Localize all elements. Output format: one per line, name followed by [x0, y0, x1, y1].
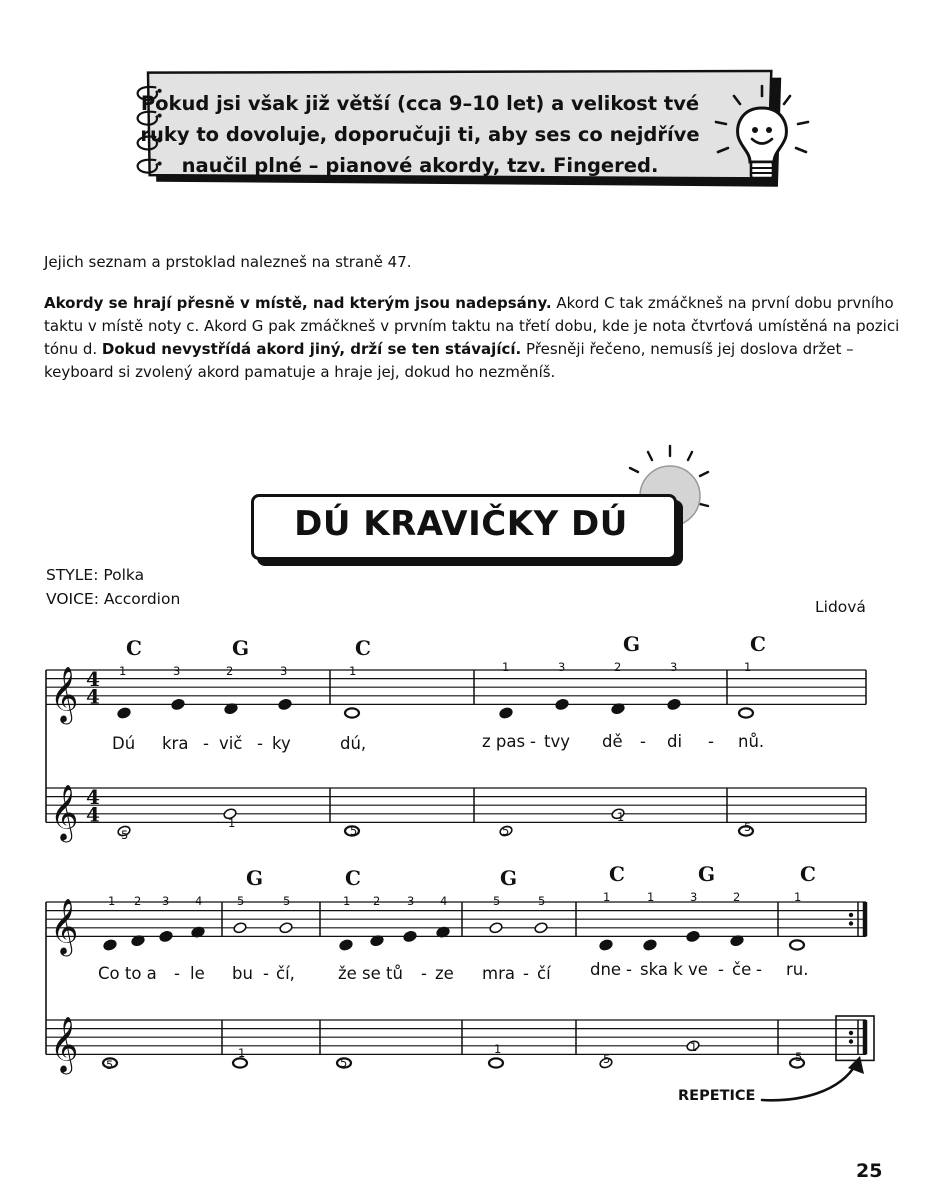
- repeat-dot: [849, 913, 853, 917]
- note-head: [278, 698, 292, 710]
- finger-number: 2: [614, 660, 622, 674]
- lyric: z pas: [482, 732, 526, 751]
- finger-number: 5: [237, 894, 245, 908]
- finger-number: 1: [617, 810, 625, 824]
- finger-number: 1: [343, 894, 351, 908]
- chord-symbol: G: [246, 866, 264, 890]
- treble-clef-icon: 𝄞: [50, 898, 79, 955]
- finger-number: 5: [744, 820, 752, 834]
- note-head: [599, 939, 613, 951]
- lyric: -: [718, 960, 724, 979]
- lyric: vič: [219, 734, 243, 753]
- text-part-2: Přesněji řečeno, nemusíš jej doslova držet – keyboard si zvolený akord pamatuje a hraje jej, dokud ho nezměníš.: [44, 340, 854, 381]
- time-signature-bottom: 4: [86, 684, 100, 709]
- time-signature-top: 4: [86, 785, 100, 810]
- lyric: ru.: [786, 960, 809, 979]
- finger-number: 1: [794, 890, 802, 904]
- finger-number: 1: [744, 660, 752, 674]
- finger-number: 2: [134, 894, 142, 908]
- text-part-1: Akord C tak zmáčkneš na první dobu prvního taktu v místě noty c. Akord G pak zmáčkneš v prvním taktu na třetí dobu, kde je nota čtvrťová umístěná na pozici tónu d.: [44, 294, 900, 358]
- lyric: -: [523, 964, 529, 983]
- lyric: -: [756, 960, 762, 979]
- note-head: [534, 922, 548, 934]
- finger-number: 1: [502, 660, 510, 674]
- note-head: [790, 940, 804, 949]
- style-label: STYLE: Polka: [46, 566, 145, 584]
- lyric: -: [626, 960, 632, 979]
- chord-symbol: C: [800, 862, 816, 886]
- note-head: [117, 707, 131, 719]
- lyric: Dú: [112, 734, 136, 753]
- note-head: [489, 1058, 503, 1067]
- chord-symbol: C: [750, 632, 766, 656]
- lyric: -: [263, 964, 269, 983]
- finger-number: 3: [407, 894, 415, 908]
- bold-rule-2: Dokud nevystřídá akord jiný, drží se ten stávající.: [101, 340, 522, 358]
- treble-clef-icon: 𝄞: [50, 784, 79, 841]
- note-head: [643, 939, 657, 951]
- finger-number: 3: [280, 664, 288, 678]
- note-head: [171, 698, 185, 710]
- finger-number: 5: [603, 1052, 611, 1066]
- lyric: -: [174, 964, 180, 983]
- finger-number: 2: [733, 890, 741, 904]
- note-head: [233, 922, 247, 934]
- repeat-dot: [849, 921, 853, 925]
- voice-label: VOICE: Accordion: [46, 590, 181, 608]
- chord-symbol: G: [500, 866, 518, 890]
- lyric: ska k ve: [640, 960, 708, 979]
- note-head: [667, 698, 681, 710]
- reference-paragraph: Jejich seznam a prstoklad nalezneš na straně 47.: [44, 253, 412, 271]
- lyric: bu: [232, 964, 253, 983]
- tip-line-3: naučil plné – pianové akordy, tzv. Fingered.: [181, 154, 659, 177]
- finger-number: 4: [195, 894, 203, 908]
- lyric: že se tů: [338, 964, 403, 983]
- lyric: mra: [482, 964, 515, 983]
- lyric: dne: [590, 960, 622, 979]
- lyric: čí,: [276, 964, 295, 983]
- finger-number: 1: [349, 664, 357, 678]
- finger-number: 1: [603, 890, 611, 904]
- finger-number: 5: [538, 894, 546, 908]
- lyric: tvy: [544, 732, 570, 751]
- finger-number: 1: [494, 1042, 502, 1056]
- lyric: -: [708, 732, 714, 751]
- composer-label: Lidová: [815, 598, 866, 616]
- note-head: [339, 939, 353, 951]
- finger-number: 5: [340, 1056, 348, 1070]
- finger-number: 5: [350, 824, 358, 838]
- finger-number: 3: [162, 894, 170, 908]
- note-head: [159, 930, 173, 942]
- note-head: [279, 922, 293, 934]
- finger-number: 1: [228, 816, 236, 830]
- lyric: dú,: [340, 734, 367, 753]
- tip-line-2: ruky to dovoluje, doporučuji ti, aby ses co nejdříve: [140, 123, 700, 146]
- finger-number: 1: [647, 890, 655, 904]
- lyric: di: [667, 732, 683, 751]
- finger-number: 5: [493, 894, 501, 908]
- finger-number: 1: [690, 1040, 698, 1054]
- treble-clef-icon: 𝄞: [50, 1016, 79, 1073]
- treble-clef-icon: 𝄞: [50, 666, 79, 723]
- lyric: dě: [602, 732, 623, 751]
- lyric: kra: [162, 734, 189, 753]
- chord-symbol: C: [609, 862, 625, 886]
- lyric: -: [203, 734, 209, 753]
- tip-line-1: Pokud jsi však již větší (cca 9–10 let) a velikost tvé: [140, 92, 700, 115]
- repeat-label: REPETICE: [678, 1088, 756, 1104]
- chord-symbol: C: [355, 636, 371, 660]
- lyric: ky: [272, 734, 291, 753]
- chord-symbol: C: [126, 636, 142, 660]
- finger-number: 5: [502, 824, 510, 838]
- finger-number: 2: [226, 664, 234, 678]
- chord-symbol: C: [345, 866, 361, 890]
- time-signature-top: 4: [86, 667, 100, 692]
- repeat-dot: [849, 1039, 853, 1043]
- lyric: le: [190, 964, 205, 983]
- finger-number: 1: [238, 1046, 246, 1060]
- note-head: [499, 707, 513, 719]
- lyric: -: [640, 732, 646, 751]
- lyric: čí: [537, 964, 551, 983]
- finger-number: 4: [440, 894, 448, 908]
- repeat-arrow-icon: [756, 1052, 876, 1112]
- finger-number: 5: [106, 1058, 114, 1072]
- chord-symbol: G: [232, 636, 250, 660]
- finger-number: 5: [283, 894, 291, 908]
- note-head: [103, 939, 117, 951]
- finger-number: 5: [121, 828, 129, 842]
- finger-number: 3: [670, 660, 678, 674]
- note-head: [739, 708, 753, 717]
- note-head: [686, 930, 700, 942]
- finger-number: 1: [108, 894, 116, 908]
- note-head: [489, 922, 503, 934]
- finger-number: 3: [558, 660, 566, 674]
- lyric: -: [257, 734, 263, 753]
- note-head: [555, 698, 569, 710]
- page-number: 25: [856, 1160, 883, 1182]
- finger-number: 3: [173, 664, 181, 678]
- note-head: [345, 708, 359, 717]
- finger-number: 3: [690, 890, 698, 904]
- chord-symbol: G: [623, 632, 641, 656]
- time-signature-bottom: 4: [86, 802, 100, 827]
- lyric: nů.: [738, 732, 765, 751]
- lyric: ze: [435, 964, 454, 983]
- lyric: -: [530, 732, 536, 751]
- lyric: -: [421, 964, 427, 983]
- note-head: [403, 930, 417, 942]
- bold-rule-1: Akordy se hrají přesně v místě, nad kterým jsou nadepsány.: [44, 294, 552, 312]
- finger-number: 2: [373, 894, 381, 908]
- finger-number: 1: [119, 664, 127, 678]
- chord-symbol: G: [698, 862, 716, 886]
- song-title: DÚ KRAVIČKY DÚ: [294, 504, 628, 544]
- lyric: če: [732, 960, 752, 979]
- lyric: Co to a: [98, 964, 157, 983]
- repeat-dot: [849, 1031, 853, 1035]
- finger-number: 5: [795, 1050, 803, 1064]
